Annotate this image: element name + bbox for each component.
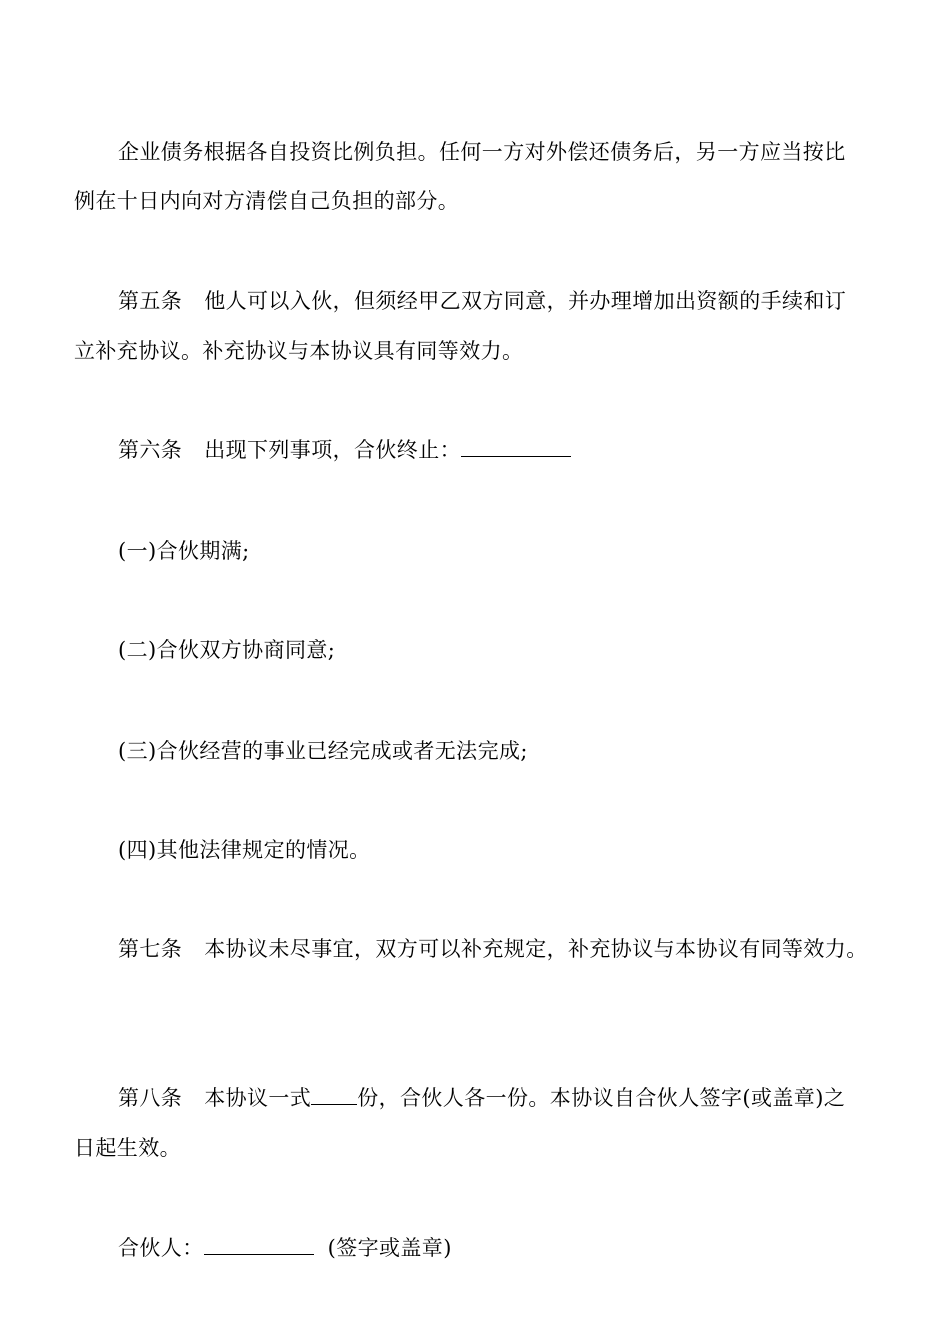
list-item: (三)合伙经营的事业已经完成或者无法完成; [118, 739, 528, 763]
article-8-copies-blank [311, 1086, 357, 1105]
article-5-text: 他人可以入伙，但须经甲乙双方同意，并办理增加出资额的手续和订 [204, 289, 847, 313]
article-6-blank [461, 438, 571, 457]
article-6-text: 出现下列事项，合伙终止： [204, 438, 462, 462]
list-item: (四)其他法律规定的情况。 [118, 838, 371, 862]
paragraph-debt-line2: 例在十日内向对方清偿自己负担的部分。 [74, 189, 460, 213]
article-5-label: 第五条 [118, 289, 183, 313]
article-8-text-before: 本协议一式 [204, 1086, 312, 1110]
paragraph-debt-line1: 企业债务根据各自投资比例负担。任何一方对外偿还债务后，另一方应当按比 [118, 140, 846, 164]
signature-label: 合伙人： [118, 1236, 204, 1260]
article-7 [118, 937, 868, 961]
signature-line [118, 1236, 452, 1260]
signature-note: (签字或盖章) [327, 1236, 452, 1260]
article-7-text: 本协议未尽事宜，双方可以补充规定，补充协议与本协议有同等效力。 [204, 937, 868, 961]
list-item: (二)合伙双方协商同意; [118, 638, 336, 662]
article-8-text-after: 份，合伙人各一份。本协议自合伙人签字(或盖章)之 [357, 1086, 846, 1110]
article-5-line1 [118, 289, 846, 313]
list-item: (一)合伙期满; [118, 539, 250, 563]
article-6 [118, 438, 571, 462]
article-6-label: 第六条 [118, 438, 183, 462]
article-5-line2: 立补充协议。补充协议与本协议具有同等效力。 [74, 339, 524, 363]
article-8-label: 第八条 [118, 1086, 183, 1110]
article-8-line2: 日起生效。 [74, 1136, 181, 1160]
signature-blank [204, 1236, 314, 1255]
article-8-line1 [118, 1086, 845, 1110]
article-7-label: 第七条 [118, 937, 183, 961]
